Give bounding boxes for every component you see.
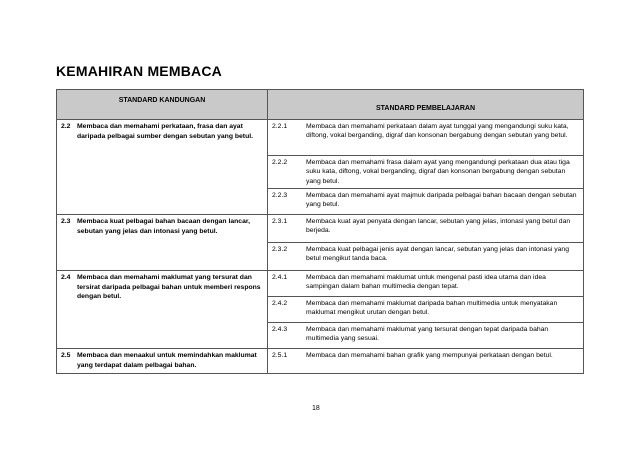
learning-standard-number: 2.2.3 (272, 192, 288, 199)
learning-standard-number: 2.4.2 (272, 300, 288, 307)
standard-kandungan (57, 215, 267, 238)
page-number: 18 (312, 405, 320, 412)
standard-number: 2.3 (61, 218, 71, 225)
learning-standard-number: 2.4.1 (272, 274, 288, 281)
standard-kandungan-cell (57, 271, 268, 349)
learning-standard-text: Membaca dan memahami frasa dalam ayat yang mengandungi perkataan dua atau tiga suku kata, diftong, vokal berganding, digraf dan konsonan bergabung dengan sebutan yang betul. (306, 159, 570, 185)
learning-standard-text: Membaca dan memahami maklumat daripada bahan multimedia untuk menyatakan maklumat mengikut urutan dengan betul. (306, 300, 558, 317)
learning-standard-row (268, 297, 583, 323)
learning-standard-text: Membaca dan memahami bahan grafik yang mempunyai perkataan dengan betul. (306, 352, 553, 359)
learning-standard-row (268, 156, 583, 189)
table-row (57, 120, 584, 215)
learning-standard-row (268, 323, 583, 348)
learning-standard-row (268, 243, 583, 268)
learning-standard-number: 2.4.3 (272, 326, 288, 333)
standard-text: Membaca kuat pelbagai bahan bacaan dengan lancar, sebutan yang jelas dan intonasi yang betul. (77, 218, 251, 235)
table-row (57, 215, 584, 271)
standard-number: 2.2 (61, 123, 71, 130)
standard-pembelajaran-cell (268, 215, 584, 271)
learning-standard-number: 2.2.2 (272, 159, 288, 166)
standard-pembelajaran-cell (268, 120, 584, 215)
standard-pembelajaran-cell (268, 349, 584, 374)
learning-standard-row (268, 271, 583, 297)
standard-text: Membaca dan memahami maklumat yang tersurat dan tersirat daripada pelbagai bahan untuk memberi respons dengan betul. (77, 274, 261, 301)
standard-kandungan-cell (57, 120, 268, 215)
learning-standard-text: Membaca kuat ayat penyata dengan lancar, sebutan yang jelas, intonasi yang betul dan berjeda. (306, 218, 571, 235)
standard-text: Membaca dan menaakul untuk memindahkan maklumat yang terdapat dalam pelbagai bahan. (77, 352, 257, 369)
standard-kandungan-cell (57, 349, 268, 374)
learning-standard-number: 2.3.1 (272, 218, 288, 225)
learning-standard-text: Membaca dan memahami maklumat yang tersurat dengan tepat daripada bahan multimedia yang sesuai. (306, 326, 549, 343)
document-title: KEMAHIRAN MEMBACA (56, 63, 222, 79)
standard-kandungan (57, 120, 267, 143)
learning-standard-number: 2.3.2 (272, 246, 288, 253)
learning-standard-text: Membaca dan memahami ayat majmuk daripada pelbagai bahan bacaan dengan sebutan yang betul. (306, 192, 577, 209)
standard-kandungan (57, 349, 267, 372)
table-row (57, 349, 584, 374)
learning-standard-text: Membaca dan memahami maklumat untuk mengenal pasti idea utama dan idea sampingan dalam bahan multimedia dengan tepat. (306, 274, 546, 291)
learning-standard-number: 2.5.1 (272, 352, 288, 359)
table-row (57, 271, 584, 349)
standard-kandungan (57, 271, 267, 304)
learning-standard-row (268, 215, 583, 243)
learning-standard-row (268, 189, 583, 213)
curriculum-table (56, 89, 584, 374)
table-header-row (57, 90, 584, 120)
header-standard-kandungan: STANDARD KANDUNGAN (57, 90, 268, 120)
learning-standard-row (268, 120, 583, 156)
standard-pembelajaran-cell (268, 271, 584, 349)
learning-standard-text: Membaca dan memahami perkataan dalam ayat tunggal yang mengandungi suku kata, diftong, vokal berganding, digraf dan konsonan bergabung dengan sebutan yang betul. (306, 123, 569, 140)
learning-standard-text: Membaca kuat pelbagai jenis ayat dengan lancar, sebutan yang jelas dan intonasi yang betul mengikut tanda baca. (306, 246, 569, 263)
standard-number: 2.5 (61, 352, 71, 359)
standard-number: 2.4 (61, 274, 71, 281)
standard-kandungan-cell (57, 215, 268, 271)
standard-text: Membaca dan memahami perkataan, frasa dan ayat daripada pelbagai sumber dengan sebutan yang betul. (77, 123, 253, 140)
learning-standard-row (268, 349, 583, 362)
header-standard-pembelajaran: STANDARD PEMBELAJARAN (268, 90, 584, 120)
learning-standard-number: 2.2.1 (272, 123, 288, 130)
